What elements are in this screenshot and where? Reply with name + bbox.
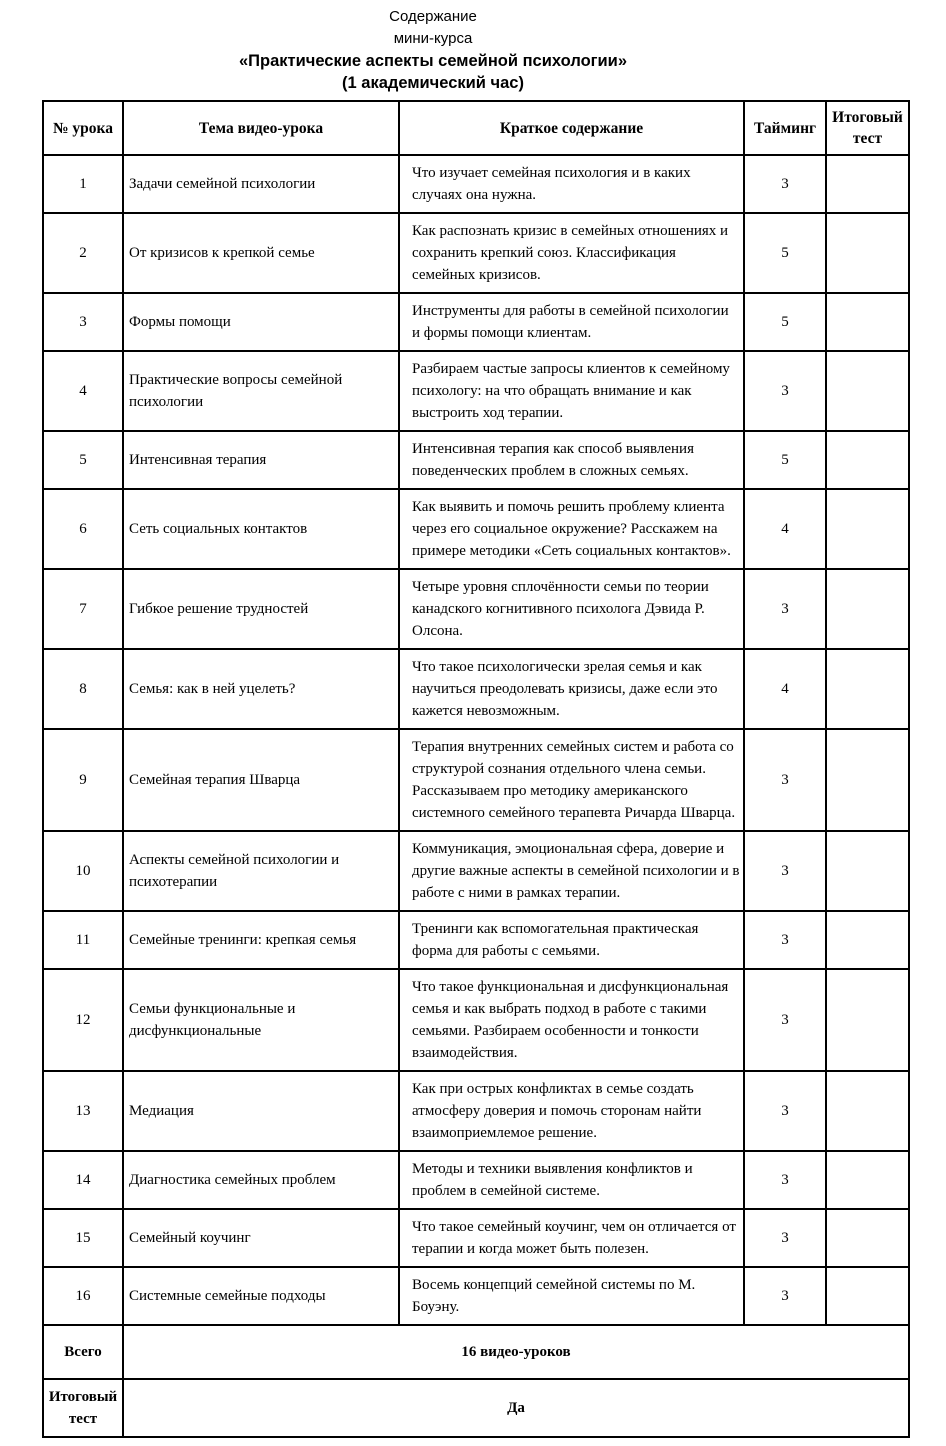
table-row: [43, 351, 909, 431]
lesson-topic-cell: Диагностика семейных проблем: [123, 1151, 399, 1209]
header-row: [43, 101, 909, 155]
lesson-number-cell: 4: [43, 351, 123, 431]
lesson-topic-cell: Семьи функциональные и дисфункциональные: [123, 969, 399, 1071]
lesson-timing-cell: 5: [744, 431, 826, 489]
table-row: [43, 1071, 909, 1151]
lesson-topic-cell: Аспекты семейной психологии и психотерапии: [123, 831, 399, 911]
lesson-timing-cell: 3: [744, 1151, 826, 1209]
final-test-row: [43, 1379, 909, 1437]
header-line-contents: Содержание: [389, 8, 477, 25]
column-header-lesson-number: № урока: [43, 101, 123, 155]
lesson-summary-cell: Как при острых конфликтах в семье создать атмосферу доверия и помочь сторонам найти взаимоприемлемое решение.: [399, 1071, 744, 1151]
lesson-summary-cell: Как распознать кризис в семейных отношениях и сохранить крепкий союз. Классификация семейных кризисов.: [399, 213, 744, 293]
lesson-topic-cell: Семья: как в ней уцелеть?: [123, 649, 399, 729]
lesson-final-test-cell: [826, 729, 909, 831]
header-line-minicourse: мини-курса: [393, 30, 473, 47]
lesson-final-test-cell: [826, 489, 909, 569]
table-row: [43, 969, 909, 1071]
total-label: Всего: [43, 1325, 123, 1379]
lesson-final-test-cell: [826, 649, 909, 729]
lesson-timing-cell: 5: [744, 293, 826, 351]
lesson-timing-cell: 5: [744, 213, 826, 293]
lesson-final-test-cell: [826, 569, 909, 649]
lesson-timing-cell: 3: [744, 1267, 826, 1325]
lesson-final-test-cell: [826, 1267, 909, 1325]
lesson-summary-cell: Методы и техники выявления конфликтов и проблем в семейной системе.: [399, 1151, 744, 1209]
lesson-summary-cell: Тренинги как вспомогательная практическая форма для работы с семьями.: [399, 911, 744, 969]
lesson-timing-cell: 3: [744, 831, 826, 911]
table-row: [43, 911, 909, 969]
lesson-topic-cell: Семейные тренинги: крепкая семья: [123, 911, 399, 969]
lesson-number-cell: 8: [43, 649, 123, 729]
column-header-timing: Тайминг: [744, 101, 826, 155]
final-test-value: Да: [123, 1379, 909, 1437]
final-test-label: Итоговый тест: [43, 1379, 123, 1437]
lesson-final-test-cell: [826, 351, 909, 431]
lesson-final-test-cell: [826, 155, 909, 213]
lesson-topic-cell: Сеть социальных контактов: [123, 489, 399, 569]
lesson-summary-cell: Как выявить и помочь решить проблему клиента через его социальное окружение? Расскажем на примере методики «Сеть социальных контактов».: [399, 489, 744, 569]
table-row: [43, 293, 909, 351]
lesson-number-cell: 15: [43, 1209, 123, 1267]
lesson-number-cell: 11: [43, 911, 123, 969]
lesson-timing-cell: 3: [744, 729, 826, 831]
lesson-final-test-cell: [826, 1209, 909, 1267]
lesson-number-cell: 14: [43, 1151, 123, 1209]
lesson-summary-cell: Коммуникация, эмоциональная сфера, доверие и другие важные аспекты в семейной психологии и в работе с ними в рамках терапии.: [399, 831, 744, 911]
table-row: [43, 489, 909, 569]
table-row: [43, 155, 909, 213]
lesson-summary-cell: Что такое психологически зрелая семья и как научиться преодолевать кризисы, даже если это кажется невозможным.: [399, 649, 744, 729]
lesson-timing-cell: 3: [744, 569, 826, 649]
lesson-final-test-cell: [826, 1151, 909, 1209]
lesson-final-test-cell: [826, 1071, 909, 1151]
lesson-topic-cell: Семейный коучинг: [123, 1209, 399, 1267]
lesson-summary-cell: Четыре уровня сплочённости семьи по теории канадского когнитивного психолога Дэвида Р. Олсона.: [399, 569, 744, 649]
lesson-timing-cell: 3: [744, 1209, 826, 1267]
lesson-summary-cell: Интенсивная терапия как способ выявления поведенческих проблем в сложных семьях.: [399, 431, 744, 489]
lesson-timing-cell: 3: [744, 155, 826, 213]
lesson-topic-cell: Гибкое решение трудностей: [123, 569, 399, 649]
lesson-number-cell: 1: [43, 155, 123, 213]
course-table-header: [43, 101, 909, 155]
column-header-topic: Тема видео-урока: [123, 101, 399, 155]
lesson-number-cell: 9: [43, 729, 123, 831]
lesson-number-cell: 16: [43, 1267, 123, 1325]
lesson-number-cell: 13: [43, 1071, 123, 1151]
course-table-body: [43, 155, 909, 1325]
column-header-summary: Краткое содержание: [399, 101, 744, 155]
lesson-summary-cell: Терапия внутренних семейных систем и работа со структурой сознания отдельного члена семьи. Рассказываем про методику американского системного семейного терапевта Ричарда Шварца.: [399, 729, 744, 831]
table-row: [43, 831, 909, 911]
lesson-timing-cell: 3: [744, 969, 826, 1071]
lesson-summary-cell: Что такое семейный коучинг, чем он отличается от терапии и когда может быть полезен.: [399, 1209, 744, 1267]
lesson-number-cell: 2: [43, 213, 123, 293]
total-row: [43, 1325, 909, 1379]
lesson-topic-cell: Практические вопросы семейной психологии: [123, 351, 399, 431]
table-row: [43, 1267, 909, 1325]
lesson-number-cell: 3: [43, 293, 123, 351]
lesson-topic-cell: Формы помощи: [123, 293, 399, 351]
course-table-footer: [43, 1325, 909, 1437]
lesson-timing-cell: 4: [744, 489, 826, 569]
lesson-timing-cell: 4: [744, 649, 826, 729]
table-row: [43, 431, 909, 489]
table-row: [43, 649, 909, 729]
lesson-topic-cell: Системные семейные подходы: [123, 1267, 399, 1325]
lesson-final-test-cell: [826, 911, 909, 969]
lesson-final-test-cell: [826, 831, 909, 911]
lesson-summary-cell: Разбираем частые запросы клиентов к семейному психологу: на что обращать внимание и как выстроить ход терапии.: [399, 351, 744, 431]
lesson-final-test-cell: [826, 431, 909, 489]
table-row: [43, 213, 909, 293]
lesson-number-cell: 7: [43, 569, 123, 649]
lesson-number-cell: 5: [43, 431, 123, 489]
course-title: «Практические аспекты семейной психологии»: [239, 52, 627, 70]
lesson-topic-cell: Медиация: [123, 1071, 399, 1151]
table-row: [43, 569, 909, 649]
lesson-timing-cell: 3: [744, 351, 826, 431]
lesson-final-test-cell: [826, 969, 909, 1071]
lesson-topic-cell: Задачи семейной психологии: [123, 155, 399, 213]
course-duration: (1 академический час): [342, 74, 524, 92]
lesson-summary-cell: Что изучает семейная психология и в каких случаях она нужна.: [399, 155, 744, 213]
lesson-topic-cell: Семейная терапия Шварца: [123, 729, 399, 831]
lesson-final-test-cell: [826, 293, 909, 351]
document-header: [0, 0, 866, 94]
lesson-number-cell: 10: [43, 831, 123, 911]
table-row: [43, 729, 909, 831]
table-row: [43, 1151, 909, 1209]
lesson-number-cell: 12: [43, 969, 123, 1071]
total-value: 16 видео-уроков: [123, 1325, 909, 1379]
table-row: [43, 1209, 909, 1267]
course-table: [42, 100, 910, 1438]
lesson-timing-cell: 3: [744, 911, 826, 969]
column-header-final-test: Итоговый тест: [826, 101, 909, 155]
lesson-summary-cell: Что такое функциональная и дисфункциональная семья и как выбрать подход в работе с такими семьями. Разбираем особенности и тонкости взаимодействия.: [399, 969, 744, 1071]
lesson-topic-cell: Интенсивная терапия: [123, 431, 399, 489]
lesson-topic-cell: От кризисов к крепкой семье: [123, 213, 399, 293]
lesson-final-test-cell: [826, 213, 909, 293]
lesson-summary-cell: Восемь концепций семейной системы по М. Боуэну.: [399, 1267, 744, 1325]
lesson-timing-cell: 3: [744, 1071, 826, 1151]
lesson-summary-cell: Инструменты для работы в семейной психологии и формы помощи клиентам.: [399, 293, 744, 351]
lesson-number-cell: 6: [43, 489, 123, 569]
